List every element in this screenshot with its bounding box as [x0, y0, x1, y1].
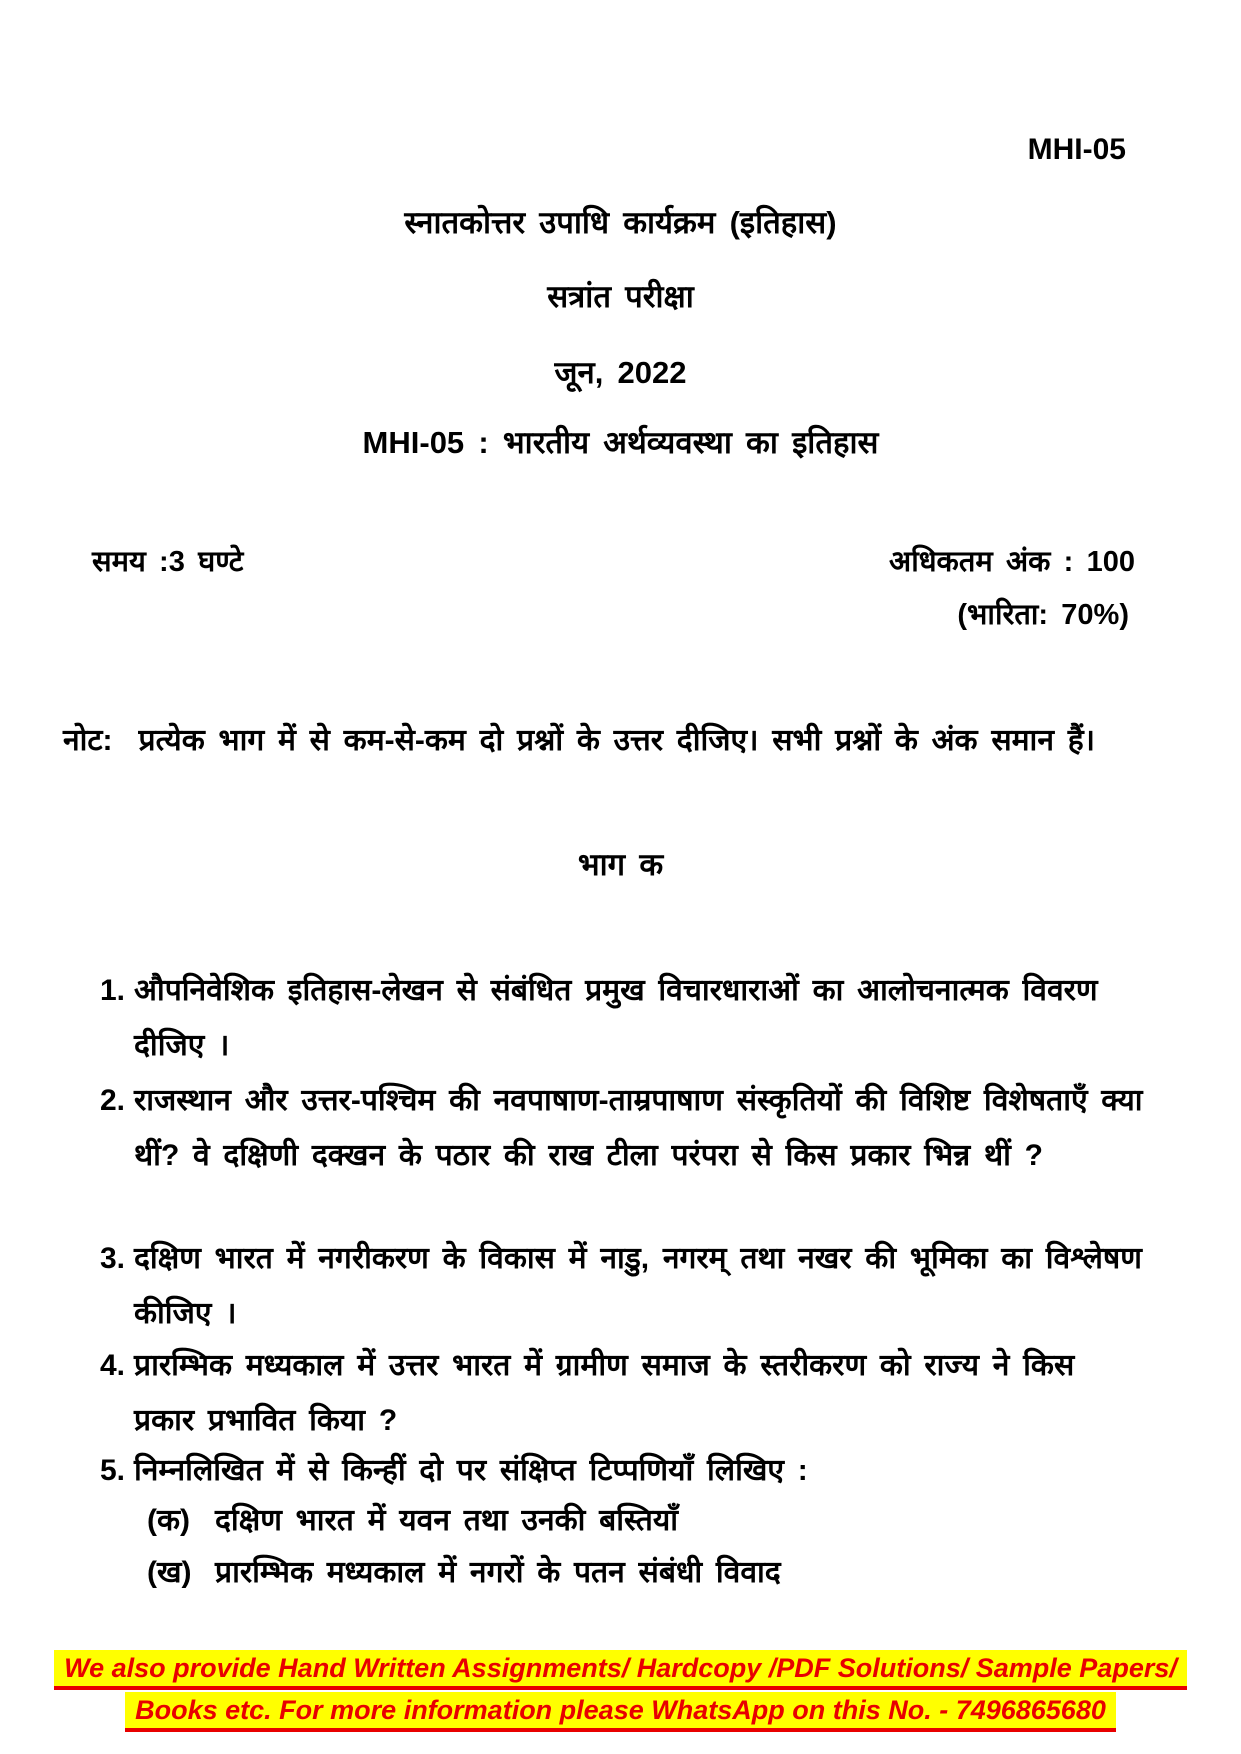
question-1-number: 1.: [100, 974, 126, 1007]
question-5: [100, 1443, 1146, 1498]
footer-banner: [0, 1650, 1241, 1690]
sub-item-a-text: दक्षिण भारत में यवन तथा उनकी बस्तियाँ: [215, 1504, 678, 1537]
sub-item-b-label: (ख): [147, 1556, 192, 1589]
banner-line-1: We also provide Hand Written Assignments/ Hardcopy /PDF Solutions/ Sample Papers/: [54, 1650, 1187, 1690]
note-label: नोट:: [63, 724, 113, 757]
question-3-number: 3.: [100, 1242, 126, 1275]
question-4-text: प्रारम्भिक मध्यकाल में उत्तर भारत में ग्रामीण समाज के स्तरीकरण को राज्य ने किस प्रकार प्रभावित किया ?: [134, 1349, 1075, 1437]
weightage: (भारिता: 70%): [957, 599, 1129, 631]
sub-item-b-text: प्रारम्भिक मध्यकाल में नगरों के पतन संबंधी विवाद: [215, 1556, 781, 1589]
question-1-text: औपनिवेशिक इतिहास-लेखन से संबंधित प्रमुख विचारधाराओं का आलोचनात्मक विवरण दीजिए ।: [134, 974, 1098, 1062]
question-5-text: निम्नलिखित में से किन्हीं दो पर संक्षिप्त टिप्पणियाँ लिखिए :: [134, 1454, 808, 1487]
note-text: प्रत्येक भाग में से कम-से-कम दो प्रश्नों के उत्तर दीजिए। सभी प्रश्नों के अंक समान हैं।: [138, 724, 1096, 757]
question-3-text: दक्षिण भारत में नगरीकरण के विकास में नाडु, नगरम् तथा नखर की भूमिका का विश्लेषण कीजिए ।: [134, 1242, 1142, 1330]
exam-title: सत्रांत परीक्षा: [547, 279, 694, 314]
question-4-number: 4.: [100, 1349, 126, 1382]
sub-item-a-label: (क): [147, 1504, 191, 1537]
question-2-number: 2.: [100, 1084, 126, 1117]
section-heading: भाग क: [577, 847, 664, 882]
banner-line-2: Books etc. For more information please WhatsApp on this No. - 7496865680: [125, 1692, 1116, 1732]
question-5-sub-item-a: [100, 1493, 1146, 1548]
question-4: [100, 1338, 1146, 1448]
question-2-text: राजस्थान और उत्तर-पश्चिम की नवपाषाण-ताम्रपाषाण संस्कृतियों की विशिष्ट विशेषताएँ क्या थीं? वे दक्षिणी दक्खन के पठार की राख टीला परंपरा से किस प्रकार भिन्न थीं ?: [134, 1084, 1143, 1172]
question-5-sub-item-b: [100, 1545, 1146, 1600]
footer-banner-line-2: [0, 1692, 1241, 1732]
question-2: [100, 1073, 1146, 1183]
paper-code: MHI-05: [1027, 133, 1126, 166]
note: [63, 712, 1136, 770]
question-5-number: 5.: [100, 1454, 126, 1487]
question-3: [100, 1231, 1146, 1341]
session-title: जून, 2022: [554, 355, 687, 390]
max-marks: अधिकतम अंक : 100: [889, 546, 1135, 578]
course-title: MHI-05 : भारतीय अर्थव्यवस्था का इतिहास: [362, 425, 879, 460]
programme-title: स्नातकोत्तर उपाधि कार्यक्रम (इतिहास): [404, 205, 837, 240]
question-1: [100, 963, 1146, 1073]
time-allowed: समय :3 घण्टे: [92, 546, 244, 578]
meta-row: [92, 545, 1135, 580]
